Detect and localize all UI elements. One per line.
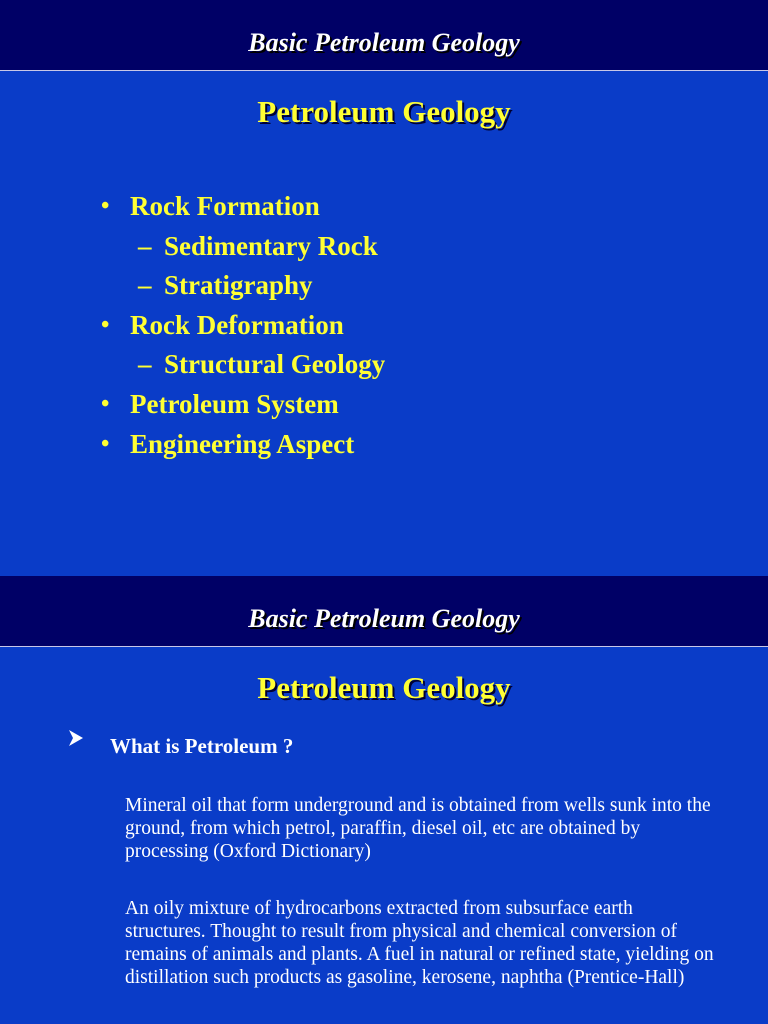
outline-subitem-label: Structural Geology (164, 349, 386, 380)
slide-title: Petroleum Geology (257, 670, 511, 705)
outline-item-label: Petroleum System (130, 388, 339, 419)
definition-paragraph: An oily mixture of hydrocarbons extracted from subsurface earth structures. Thought to result from physical and chemical conversion of remains of animals and plants. A fuel in natural or refined state, yielding on distillation such products as gasoline, kerosene, naphtha (Prentice-Hall) (125, 898, 714, 988)
question-heading: What is Petroleum ? (110, 734, 294, 758)
header-title: Basic Petroleum Geology (248, 604, 520, 633)
bullet-icon: • (101, 430, 110, 457)
dash-icon: – (138, 230, 152, 261)
outline-subitem-label: Sedimentary Rock (164, 230, 378, 261)
bullet-icon: • (101, 193, 110, 219)
outline-item-label: Rock Formation (130, 191, 320, 221)
header-title: Basic Petroleum Geology (248, 28, 520, 57)
outline-subitem-label: Stratigraphy (164, 270, 313, 301)
slide-title: Petroleum Geology (257, 94, 511, 129)
outline-item-label: Rock Deformation (130, 309, 344, 340)
slide-header (0, 0, 768, 71)
bullet-icon: • (101, 311, 110, 338)
dash-icon: – (138, 270, 152, 301)
outline-item-label: Engineering Aspect (130, 428, 355, 459)
bullet-icon: • (101, 390, 110, 417)
arrow-right-icon (68, 729, 84, 747)
slide-header (0, 576, 768, 647)
definition-paragraph: Mineral oil that form underground and is obtained from wells sunk into the ground, from which petrol, paraffin, diesel oil, etc are obtained by processing (Oxford Dictionary) (125, 795, 711, 862)
dash-icon: – (138, 349, 152, 380)
